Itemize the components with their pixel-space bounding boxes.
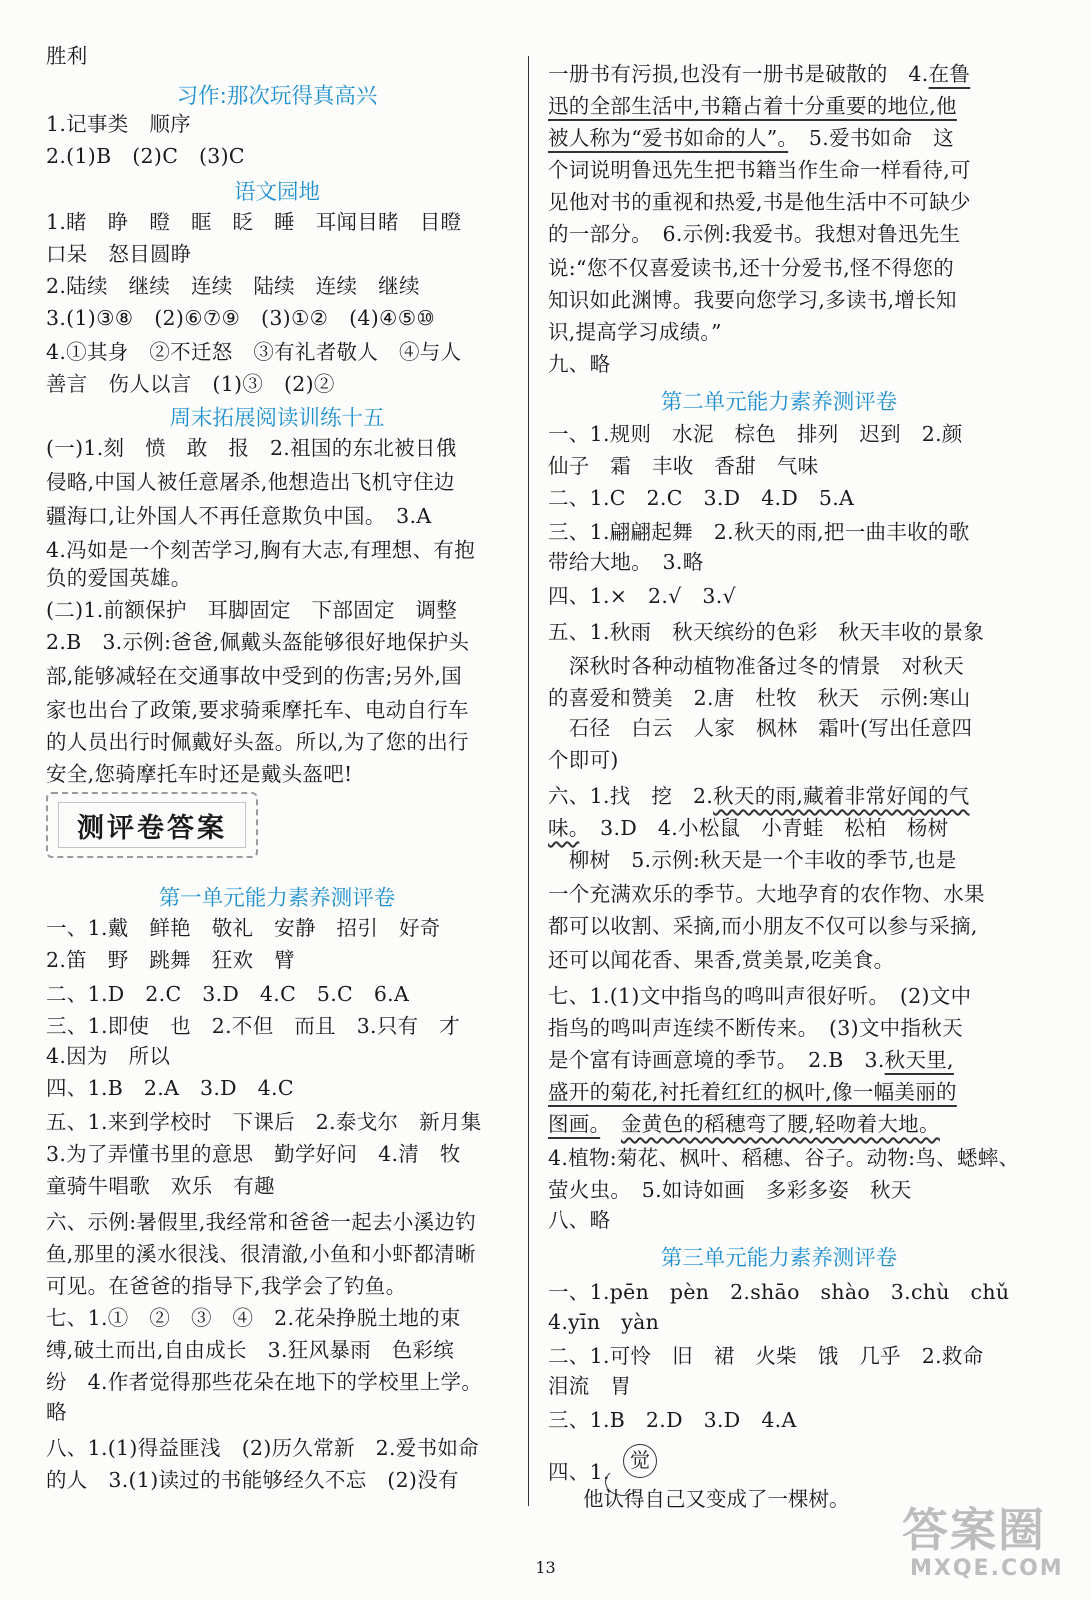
text-line: 深秋时各种动植物准备过冬的情景 对秋天: [548, 654, 964, 678]
text-span: 六、1.找 挖 2.: [548, 784, 714, 808]
text-line: 八、略: [548, 1208, 611, 1232]
underlined-text: 在鲁: [928, 62, 971, 86]
text-line: 九、略: [548, 352, 611, 376]
watermark-logo: [900, 1494, 1080, 1594]
text-line: 四、1.B 2.A 3.D 4.C: [46, 1076, 294, 1100]
underlined-line: 迅的全部生活中,书籍占着十分重要的地位,他: [548, 94, 957, 118]
text-line: 的人 3.(1)读过的书能够经久不忘 (2)没有: [46, 1468, 459, 1492]
text-line: 六、示例:暑假里,我经常和爸爸一起去小溪边钓: [46, 1210, 477, 1234]
text-line: 纷 4.作者觉得那些花朵在地下的学校里上学。: [46, 1370, 483, 1394]
text-line: 2.(1)B (2)C (3)C: [46, 144, 245, 168]
text-span: 一册书有污损,也没有一册书是破散的: [548, 62, 909, 86]
text-line: 二、1.可怜 旧 裙 火柴 饿 几乎 2.救命: [548, 1344, 984, 1368]
text-line: [548, 126, 954, 151]
text-line: 1.睹 睁 瞪 眶 眨 睡 耳闻目睹 目瞪: [46, 210, 462, 234]
text-line: [548, 784, 970, 809]
text-line: 还可以闻花香、果香,赏美景,吃美食。: [548, 948, 895, 972]
section-heading: 第三单元能力素养测评卷: [660, 1246, 898, 1271]
text-line: 识,提高学习成绩。”: [548, 320, 722, 344]
text-line: (二)1.前额保护 耳脚固定 下部固定 调整: [46, 598, 458, 622]
text-line: 带给大地。 3.略: [548, 550, 704, 574]
text-line: 三、1.翩翩起舞 2.秋天的雨,把一曲丰收的歌: [548, 520, 970, 544]
text-line: 泪流 胃: [548, 1374, 632, 1398]
watermark-url: MXQE.COM: [910, 1556, 1064, 1581]
text-line: 4.植物:菊花、枫叶、稻穗、谷子。动物:鸟、蟋蟀、: [548, 1146, 1020, 1170]
underlined-text: 被人称为“爱书如命的人”。: [548, 126, 789, 150]
text-line: 家也出台了政策,要求骑乘摩托车、电动自行车: [46, 698, 469, 722]
underlined-line: 盛开的菊花,衬托着红红的枫叶,像一幅美丽的: [548, 1080, 957, 1104]
text-line: 童骑牛唱歌 欢乐 有趣: [46, 1174, 275, 1198]
text-line: 七、1.(1)文中指鸟的鸣叫声很好听。 (2)文中: [548, 984, 972, 1008]
text-line: 一个充满欢乐的季节。大地孕育的农作物、水果: [548, 882, 985, 906]
text-line: [548, 1112, 940, 1137]
text-line: 4.yīn yàn: [548, 1310, 660, 1334]
text-line: 善言 伤人以言 (1)③ (2)②: [46, 372, 335, 396]
text-line: 萤火虫。 5.如诗如画 多彩多姿 秋天: [548, 1178, 912, 1202]
text-line: 口呆 怒目圆睁: [46, 242, 192, 266]
corrected-sentence: 他认得自己又变成了一棵树。: [583, 1487, 850, 1511]
text-line: 指鸟的鸣叫声连续不断传来。 (3)文中指秋天: [548, 1016, 963, 1040]
wavy-underlined-text: 金黄色的稻穗弯了腰,轻吻着大地。: [620, 1112, 940, 1136]
section-heading: 第一单元能力素养测评卷: [158, 886, 396, 911]
text-line: 的喜爱和赞美 2.唐 杜牧 秋天 示例:寒山: [548, 686, 971, 710]
text-line: 疆海口,让外国人不再任意欺负中国。 3.A: [46, 504, 432, 528]
text-line: 鱼,那里的溪水很浅、很清澈,小鱼和小虾都清晰: [46, 1242, 476, 1266]
section-heading: 习作:那次玩得真高兴: [176, 84, 378, 109]
wavy-underlined-text: 秋天的雨,藏着非常好闻的气: [713, 784, 970, 808]
text-line: 可见。在爸爸的指导下,我学会了钓鱼。: [46, 1274, 407, 1298]
text-line: 的人员出行时佩戴好头盔。所以,为了您的出行: [46, 730, 469, 754]
text-line: 知识如此渊博。我要向您学习,多读书,增长知: [548, 288, 957, 312]
text-line: 个词说明鲁迅先生把书籍当作生命一样看待,可: [548, 158, 971, 182]
text-line: 五、1.秋雨 秋天缤纷的色彩 秋天丰收的景象: [548, 620, 985, 644]
text-line: (一)1.刻 愤 敢 报 2.祖国的东北被日俄: [46, 436, 457, 460]
text-line: 四、1.: [548, 1460, 610, 1484]
text-line: 一、1.规则 水泥 棕色 排列 迟到 2.颜: [548, 422, 963, 446]
text-line: 4.因为 所以: [46, 1044, 171, 1068]
text-span: 是个富有诗画意境的季节。 2.B 3.: [548, 1048, 885, 1072]
text-line: 缚,破土而出,自由成长 3.狂风暴雨 色彩缤: [46, 1338, 455, 1362]
text-line: 略: [46, 1400, 67, 1424]
text-span: 3.D 4.小松鼠 小青蛙 松柏 杨树: [579, 816, 949, 840]
text-line: 仙子 霜 丰收 香甜 气味: [548, 454, 819, 478]
text-span: 4.: [908, 62, 929, 86]
section-heading: 语文园地: [233, 180, 320, 205]
underlined-text: 图画。: [548, 1112, 601, 1136]
text-line: 的一部分。 6.示例:我爱书。我想对鲁迅先生: [548, 222, 961, 246]
text-line: 4.冯如是一个刻苦学习,胸有大志,有理想、有抱: [46, 538, 475, 562]
text-span: 5.爱书如命 这: [788, 126, 954, 150]
circled-correction-char: 觉: [623, 1444, 657, 1478]
text-line: 四、1.× 2.√ 3.√: [548, 584, 736, 608]
text-line: 个即可): [548, 748, 619, 772]
section-heading: 周末拓展阅读训练十五: [169, 406, 385, 431]
text-line: 一、1.戴 鲜艳 敬礼 安静 招引 好奇: [46, 916, 441, 940]
text-line: 七、1.① ② ③ ④ 2.花朵挣脱土地的束: [46, 1306, 461, 1330]
text-line: 侵略,中国人被任意屠杀,他想造出飞机守住边: [46, 470, 455, 494]
text-line: 2.陆续 继续 连续 陆续 连续 继续: [46, 274, 420, 298]
text-line: 柳树 5.示例:秋天是一个丰收的季节,也是: [548, 848, 957, 872]
text-line: 2.B 3.示例:爸爸,佩戴头盔能够很好地保护头: [46, 630, 470, 654]
text-line: [548, 1048, 954, 1073]
text-line: 3.为了弄懂书里的意思 勤学好问 4.清 牧: [46, 1142, 461, 1166]
text-line: 3.(1)③⑧ (2)⑥⑦⑨ (3)①② (4)④⑤⑩: [46, 306, 436, 330]
text-line: 见他对书的重视和热爱,书是他生活中不可缺少: [548, 190, 971, 214]
text-line: 都可以收割、采摘,而小朋友不仅可以参与采摘,: [548, 914, 978, 938]
text-line: 说:“您不仅喜爱读书,还十分爱书,怪不得您的: [548, 256, 955, 280]
section-heading: 第二单元能力素养测评卷: [660, 390, 898, 415]
text-line: 1.记事类 顺序: [46, 112, 191, 136]
wavy-underlined-text: 味。: [548, 816, 580, 840]
page-number: 13: [535, 1558, 556, 1577]
watermark-text: 答案圈: [902, 1503, 1046, 1557]
text-line: 二、1.C 2.C 3.D 4.D 5.A: [548, 486, 855, 510]
text-line: 部,能够减轻在交通事故中受到的伤害;另外,国: [46, 664, 463, 688]
text-line: [548, 816, 948, 841]
text-line: 4.①其身 ②不迁怒 ③有礼者敬人 ④与人: [46, 340, 462, 364]
text-line: [548, 62, 970, 87]
text-line: 三、1.即使 也 2.不但 而且 3.只有 才: [46, 1014, 461, 1038]
text-line: 三、1.B 2.D 3.D 4.A: [548, 1408, 797, 1432]
text-line: 负的爱国英雄。: [46, 566, 192, 590]
text-line: 二、1.D 2.C 3.D 4.C 5.C 6.A: [46, 982, 410, 1006]
text-line: 五、1.来到学校时 下课后 2.泰戈尔 新月集: [46, 1110, 482, 1134]
answer-box-title: [46, 792, 258, 858]
text-line: 一、1.pēn pèn 2.shāo shào 3.chù chǔ: [548, 1280, 1010, 1304]
column-divider: [528, 56, 529, 1506]
underlined-text: 秋天里,: [884, 1048, 954, 1072]
text-line: 八、1.(1)得益匪浅 (2)历久常新 2.爱书如命: [46, 1436, 479, 1460]
text-line: 石径 白云 人家 枫林 霜叶(写出任意四: [548, 716, 973, 740]
text-line: 2.笛 野 跳舞 狂欢 臂: [46, 948, 295, 972]
text-line: 安全,您骑摩托车时还是戴头盔吧!: [46, 762, 353, 786]
box-title-text: 测评卷答案: [58, 802, 246, 848]
text-line: 胜利: [46, 44, 88, 68]
